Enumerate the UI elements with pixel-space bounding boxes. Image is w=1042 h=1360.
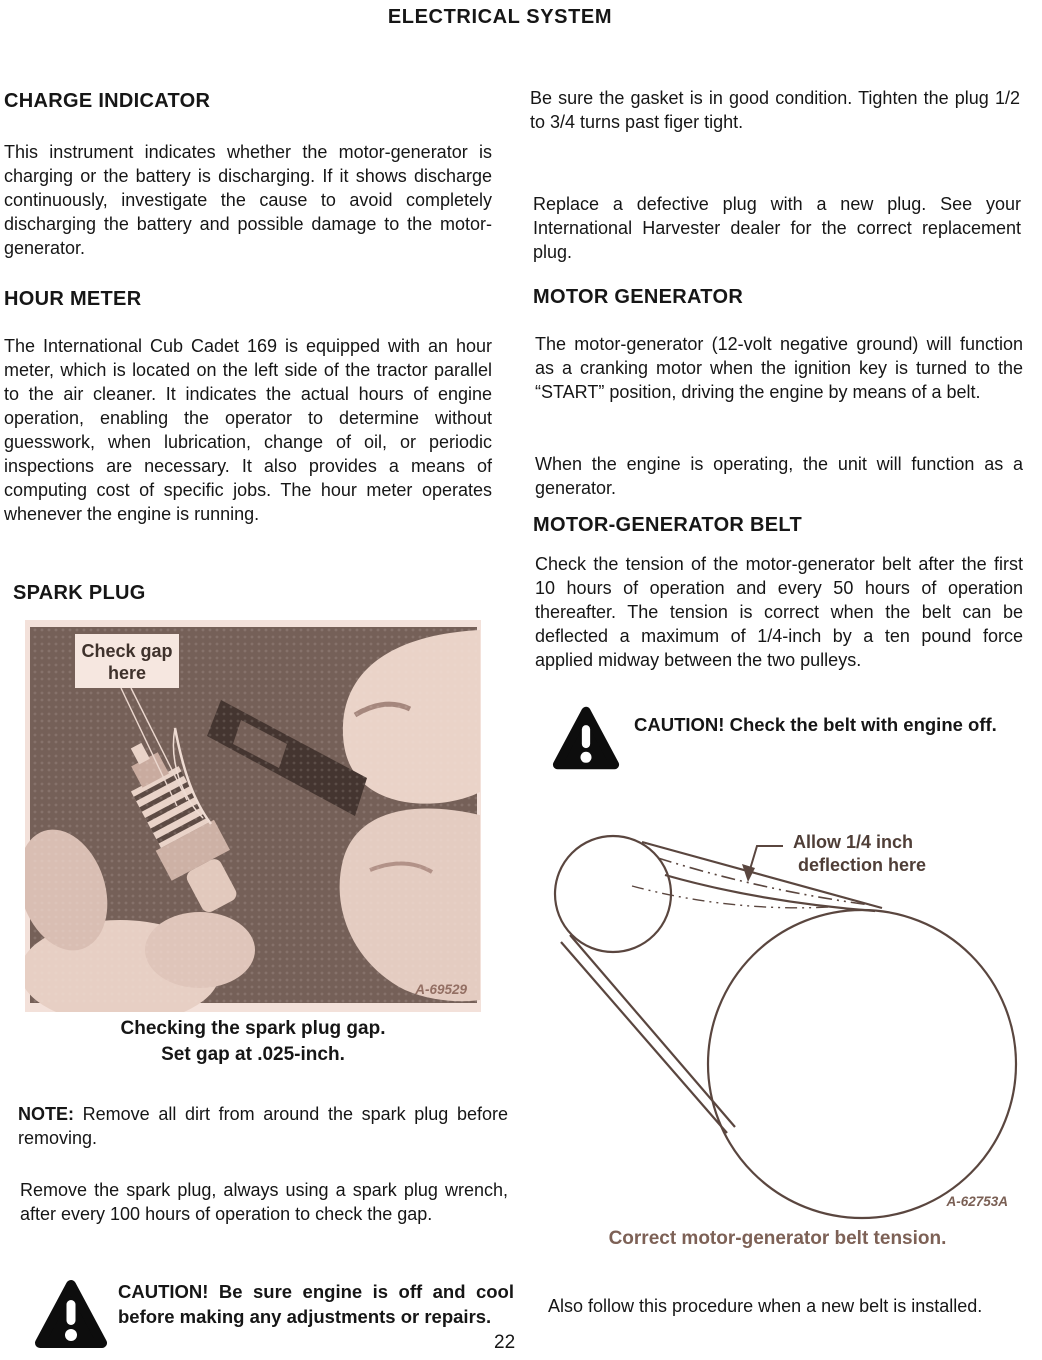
caution-belt-text — [634, 712, 1026, 737]
diagram-caption: Correct motor-generator belt tension. — [608, 1228, 947, 1249]
caution-triangle-icon — [34, 1276, 108, 1352]
caution-body: Check the belt with engine off. — [724, 714, 997, 735]
remove-spark-plug-paragraph: Remove the spark plug, always using a spark plug wrench, after every 100 hours of operation to check the gap. — [20, 1180, 508, 1224]
motor-generator-paragraph2: When the engine is operating, the unit will function as a generator. — [535, 454, 1023, 498]
spark-plug-photo-art — [25, 620, 481, 1012]
diagram-ref-number: A-62753A — [946, 1194, 1008, 1209]
page-number: 22 — [494, 1332, 516, 1353]
page-title: ELECTRICAL SYSTEM — [387, 6, 613, 28]
photo-caption-line2: Set gap at .025-inch. — [161, 1044, 345, 1065]
photo-caption-line1: Checking the spark plug gap. — [120, 1018, 386, 1039]
heading-charge-indicator: CHARGE INDICATOR — [4, 90, 211, 112]
motor-generator-paragraph1: The motor-generator (12-volt negative ground) will function as a cranking motor when the ignition key is turned to the “START” position, driving the engine by means of a belt. — [535, 334, 1023, 402]
caution-body: Be sure engine is off and cool before making any adjustments or repairs. — [118, 1281, 514, 1327]
new-belt-paragraph: Also follow this procedure when a new belt is installed. — [548, 1296, 983, 1316]
caution-label: CAUTION! — [634, 714, 725, 735]
heading-hour-meter: HOUR METER — [4, 288, 142, 310]
charge-indicator-paragraph: This instrument indicates whether the motor-generator is charging or the battery is discharging. If it shows discharge continuously, investigate the cause to avoid completely discharging the battery and possible damage to the motor-generator. — [4, 142, 492, 258]
photo-ref-number: A-69529 — [415, 982, 467, 997]
large-pulley — [708, 910, 1016, 1218]
caution-label: CAUTION! — [118, 1281, 209, 1302]
note-body: Remove all dirt from around the spark plug before removing. — [18, 1104, 508, 1148]
hour-meter-paragraph: The International Cub Cadet 169 is equipped with an hour meter, which is located on the left side of the tractor parallel to the air cleaner. It indicates the actual hours of engine operation, enabling the operator to determine without guesswork, when lubrication, change of oil, or periodic inspections are necessary. It also provides a means of computing cost of specific jobs. The hour meter operates whenever the engine is running. — [4, 336, 492, 524]
photo-label-line2: here — [107, 663, 147, 683]
spark-plug-photo — [25, 620, 481, 1012]
belt-diagram-art — [530, 798, 1035, 1226]
caution-engine-off-text — [118, 1279, 514, 1329]
heading-motor-generator: MOTOR GENERATOR — [533, 286, 744, 308]
note-label: NOTE: — [18, 1104, 74, 1124]
caution-triangle-icon — [552, 702, 620, 774]
small-pulley — [555, 836, 671, 952]
gasket-paragraph: Be sure the gasket is in good condition. Tighten the plug 1/2 to 3/4 turns past figer tight. — [530, 88, 1020, 132]
photo-caption — [25, 1016, 481, 1068]
note-paragraph — [18, 1102, 508, 1150]
replace-plug-paragraph: Replace a defective plug with a new plug. See your International Harvester dealer for the correct replacement plug. — [533, 194, 1021, 262]
belt-diagram — [530, 798, 1035, 1226]
heading-motor-generator-belt: MOTOR-GENERATOR BELT — [533, 514, 802, 536]
photo-label-line1: Check gap — [81, 641, 173, 661]
heading-spark-plug: SPARK PLUG — [13, 582, 146, 604]
deflection-annotation-line1: Allow 1/4 inch — [793, 832, 914, 852]
deflection-annotation-line2: deflection here — [798, 855, 927, 875]
belt-tension-paragraph: Check the tension of the motor-generator belt after the first 10 hours of operation and every 50 hours of operation thereafter. The tension is correct when the belt can be deflected a maximum of 1/4-inch by a ten pound force applied midway between the two pulleys. — [535, 554, 1023, 670]
